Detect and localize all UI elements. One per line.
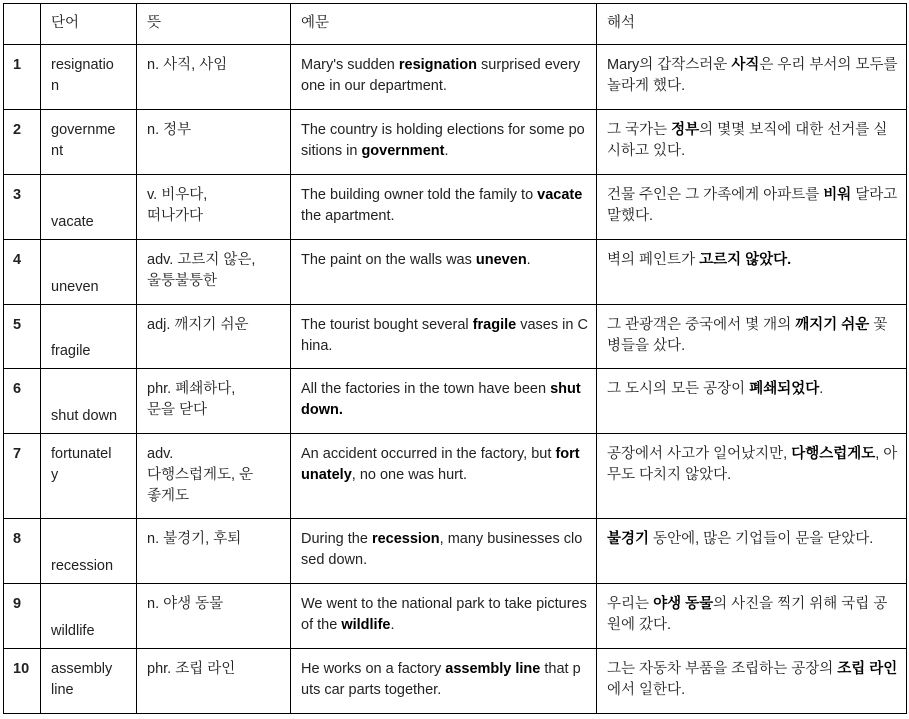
word-line: resignatio	[51, 57, 114, 73]
meaning-cell	[137, 584, 291, 649]
header-example-cell	[291, 4, 597, 45]
translation	[597, 45, 906, 97]
row-number-cell	[4, 584, 41, 649]
example-sentence	[291, 519, 596, 571]
highlighted-translation: 사직	[731, 57, 760, 73]
vocabulary-table-body	[4, 4, 907, 714]
translation-text: 벽의 페인트가	[607, 252, 700, 268]
word-cell	[41, 519, 137, 584]
example-cell	[291, 649, 597, 714]
word-line: shut down	[51, 408, 118, 424]
word-line: nt	[51, 143, 64, 159]
translation-text: 우리는	[607, 596, 654, 612]
example-text: , many businesses closed down.	[301, 531, 583, 568]
row-number: 3	[13, 187, 22, 203]
example-text: All the factories in the town have been	[301, 381, 551, 397]
translation	[597, 519, 906, 550]
highlighted-translation: 정부	[671, 122, 700, 138]
header-word: 단어	[51, 15, 80, 31]
word	[41, 621, 136, 648]
word-line: line	[51, 682, 74, 698]
highlighted-word: shut down.	[301, 381, 581, 418]
example-text: He works on a factory	[301, 661, 446, 677]
highlighted-word: recession	[371, 531, 440, 547]
translation	[597, 305, 906, 357]
word-cell	[41, 240, 137, 305]
word	[41, 212, 136, 239]
highlighted-translation: 비워	[823, 187, 852, 203]
meaning-cell	[137, 175, 291, 240]
translation	[597, 175, 906, 227]
table-row	[4, 649, 907, 714]
translation	[597, 649, 906, 701]
highlighted-word: wildlife	[341, 617, 391, 633]
table-row	[4, 305, 907, 369]
translation-cell	[597, 305, 907, 369]
word-line: wildlife	[51, 623, 95, 639]
example-text: .	[390, 617, 395, 633]
translation	[597, 369, 906, 400]
row-number: 10	[13, 661, 30, 677]
word-line: recession	[51, 558, 114, 574]
example-sentence	[291, 434, 596, 486]
meaning	[137, 110, 290, 141]
word	[41, 649, 136, 701]
translation-text: .	[819, 381, 824, 397]
highlighted-word: fragile	[472, 317, 517, 333]
meaning-cell	[137, 45, 291, 110]
translation-text: 그는 자동차 부품을 조립하는 공장의	[607, 661, 838, 677]
table-row	[4, 110, 907, 175]
meaning-cell	[137, 519, 291, 584]
word-cell	[41, 305, 137, 369]
example-sentence	[291, 584, 596, 636]
meaning	[137, 305, 290, 336]
word-cell	[41, 110, 137, 175]
meaning-line: 다행스럽게도, 운	[147, 467, 254, 483]
meaning	[137, 519, 290, 550]
row-number-cell	[4, 434, 41, 519]
meaning	[137, 45, 290, 76]
translation	[597, 110, 906, 162]
header-num-cell	[4, 4, 41, 45]
word-line: assembly	[51, 661, 113, 677]
highlighted-word: resignation	[398, 57, 478, 73]
translation-cell	[597, 519, 907, 584]
meaning	[137, 434, 290, 507]
highlighted-translation: 조립 라인	[837, 661, 898, 677]
translation-text: , 아무도 다치지 않았다.	[607, 446, 898, 483]
example-sentence	[291, 240, 596, 271]
table-row	[4, 369, 907, 434]
example-text: the apartment.	[301, 208, 395, 224]
meaning-line: phr. 폐쇄하다,	[147, 381, 236, 397]
word-line: fortunatel	[51, 446, 112, 462]
highlighted-word: government	[361, 143, 445, 159]
vocabulary-table	[3, 3, 907, 714]
word	[41, 341, 136, 368]
word-line: n	[51, 78, 60, 94]
header-translation: 해석	[607, 15, 636, 31]
row-number-cell	[4, 369, 41, 434]
row-number-cell	[4, 240, 41, 305]
word-line: governme	[51, 122, 116, 138]
example-text: During the	[301, 531, 372, 547]
word-line: fragile	[51, 343, 91, 359]
table-row	[4, 175, 907, 240]
word-cell	[41, 434, 137, 519]
translation-text: 은 우리 부서의 모두를 놀라게 했다.	[607, 57, 898, 94]
meaning-line: 울퉁불퉁한	[147, 273, 218, 289]
example-text: The paint on the walls was	[301, 252, 476, 268]
meaning	[137, 584, 290, 615]
word-cell	[41, 584, 137, 649]
example-text: , no one was hurt.	[351, 467, 468, 483]
translation-cell	[597, 434, 907, 519]
translation-cell	[597, 649, 907, 714]
translation-text: 공장에서 사고가 일어났지만,	[607, 446, 792, 462]
table-row	[4, 584, 907, 649]
highlighted-translation: 다행스럽게도	[791, 446, 876, 462]
table-row	[4, 434, 907, 519]
meaning-cell	[137, 649, 291, 714]
meaning-line: adv. 고르지 않은,	[147, 252, 256, 268]
highlighted-translation: 고르지 않았다.	[699, 252, 792, 268]
example-text: that puts car parts together.	[301, 661, 581, 698]
translation	[597, 240, 906, 271]
meaning	[137, 175, 290, 227]
translation	[597, 584, 906, 636]
example-text: vases in China.	[301, 317, 588, 354]
example-sentence	[291, 305, 596, 357]
meaning-cell	[137, 305, 291, 369]
word-cell	[41, 175, 137, 240]
highlighted-word: fortunately	[301, 446, 580, 483]
example-sentence	[291, 110, 596, 162]
highlighted-translation: 폐쇄되었다	[749, 381, 820, 397]
translation-text: 의 사진을 찍기 위해 국립 공원에 갔다.	[607, 596, 888, 633]
word	[41, 277, 136, 304]
row-number-cell	[4, 110, 41, 175]
example-text: .	[526, 252, 531, 268]
word-line: y	[51, 467, 59, 483]
translation-cell	[597, 175, 907, 240]
meaning-line: 문을 닫다	[147, 402, 208, 418]
table-row	[4, 240, 907, 305]
word-cell	[41, 45, 137, 110]
row-number-cell	[4, 305, 41, 369]
example-text: The tourist bought several	[301, 317, 473, 333]
header-meaning-cell	[137, 4, 291, 45]
translation-cell	[597, 369, 907, 434]
word	[41, 556, 136, 583]
row-number: 4	[13, 252, 22, 268]
word-line: uneven	[51, 279, 99, 295]
meaning-line: n. 정부	[147, 122, 192, 138]
header-example: 예문	[301, 15, 330, 31]
translation	[597, 434, 906, 486]
example-text: The building owner told the family to	[301, 187, 538, 203]
meaning-line: n. 야생 동물	[147, 596, 224, 612]
example-text: We went to the national park to take pictures of the	[301, 596, 587, 633]
translation-text: 의 몇몇 보직에 대한 선거를 실시하고 있다.	[607, 122, 888, 159]
example-cell	[291, 434, 597, 519]
example-cell	[291, 175, 597, 240]
row-number: 7	[13, 446, 22, 462]
table-row	[4, 519, 907, 584]
header-meaning: 뜻	[147, 15, 162, 31]
translation-cell	[597, 240, 907, 305]
word-line: vacate	[51, 214, 94, 230]
word	[41, 434, 136, 486]
row-number-cell	[4, 649, 41, 714]
example-cell	[291, 584, 597, 649]
translation-text: Mary의 갑작스러운	[607, 57, 732, 73]
example-cell	[291, 519, 597, 584]
translation-cell	[597, 584, 907, 649]
row-number: 5	[13, 317, 22, 333]
header-word-cell	[41, 4, 137, 45]
example-cell	[291, 305, 597, 369]
example-text: Mary's sudden	[301, 57, 399, 73]
meaning-line: adj. 깨지기 쉬운	[147, 317, 249, 333]
row-number: 2	[13, 122, 22, 138]
example-sentence	[291, 369, 596, 421]
meaning-line: adv.	[147, 446, 174, 462]
meaning-line: n. 불경기, 후퇴	[147, 531, 242, 547]
meaning-cell	[137, 369, 291, 434]
table-header-row	[4, 4, 907, 45]
header-translation-cell	[597, 4, 907, 45]
meaning-line: 좋게도	[147, 488, 190, 504]
word	[41, 110, 136, 162]
meaning-line: phr. 조립 라인	[147, 661, 236, 677]
example-sentence	[291, 649, 596, 701]
example-sentence	[291, 175, 596, 227]
example-text: The country is holding elections for some positions in	[301, 122, 585, 159]
example-cell	[291, 45, 597, 110]
translation-text: 에서 일한다.	[607, 682, 686, 698]
meaning-cell	[137, 110, 291, 175]
translation-text: 달라고 말했다.	[607, 187, 898, 224]
word-cell	[41, 649, 137, 714]
example-sentence	[291, 45, 596, 97]
translation-cell	[597, 110, 907, 175]
row-number: 9	[13, 596, 22, 612]
example-cell	[291, 240, 597, 305]
example-text: An accident occurred in the factory, but	[301, 446, 556, 462]
word	[41, 406, 136, 433]
table-row	[4, 45, 907, 110]
translation-cell	[597, 45, 907, 110]
highlighted-word: uneven	[475, 252, 527, 268]
meaning-line: n. 사직, 사임	[147, 57, 228, 73]
row-number: 1	[13, 57, 22, 73]
row-number-cell	[4, 45, 41, 110]
example-cell	[291, 369, 597, 434]
example-text: .	[444, 143, 449, 159]
row-number: 6	[13, 381, 22, 397]
word	[41, 45, 136, 97]
header-num	[4, 4, 40, 13]
row-number: 8	[13, 531, 22, 547]
translation-text: 그 국가는	[607, 122, 672, 138]
example-text: surprised everyone in our department.	[301, 57, 581, 94]
highlighted-translation: 깨지기 쉬운	[795, 317, 870, 333]
meaning-cell	[137, 434, 291, 519]
translation-text: 동안에, 많은 기업들이 문을 닫았다.	[649, 531, 874, 547]
meaning	[137, 240, 290, 292]
example-cell	[291, 110, 597, 175]
highlighted-translation: 불경기	[607, 531, 650, 547]
translation-text: 그 도시의 모든 공장이	[607, 381, 750, 397]
word-cell	[41, 369, 137, 434]
meaning-cell	[137, 240, 291, 305]
row-number-cell	[4, 175, 41, 240]
row-number-cell	[4, 519, 41, 584]
highlighted-translation: 야생 동물	[653, 596, 714, 612]
meaning-line: v. 비우다,	[147, 187, 208, 203]
highlighted-word: assembly line	[445, 661, 541, 677]
translation-text: 그 관광객은 중국에서 몇 개의	[607, 317, 796, 333]
meaning	[137, 649, 290, 680]
translation-text: 꽃병들을 샀다.	[607, 317, 888, 354]
translation-text: 건물 주인은 그 가족에게 아파트를	[607, 187, 824, 203]
meaning	[137, 369, 290, 421]
meaning-line: 떠나가다	[147, 208, 204, 224]
highlighted-word: vacate	[537, 187, 583, 203]
